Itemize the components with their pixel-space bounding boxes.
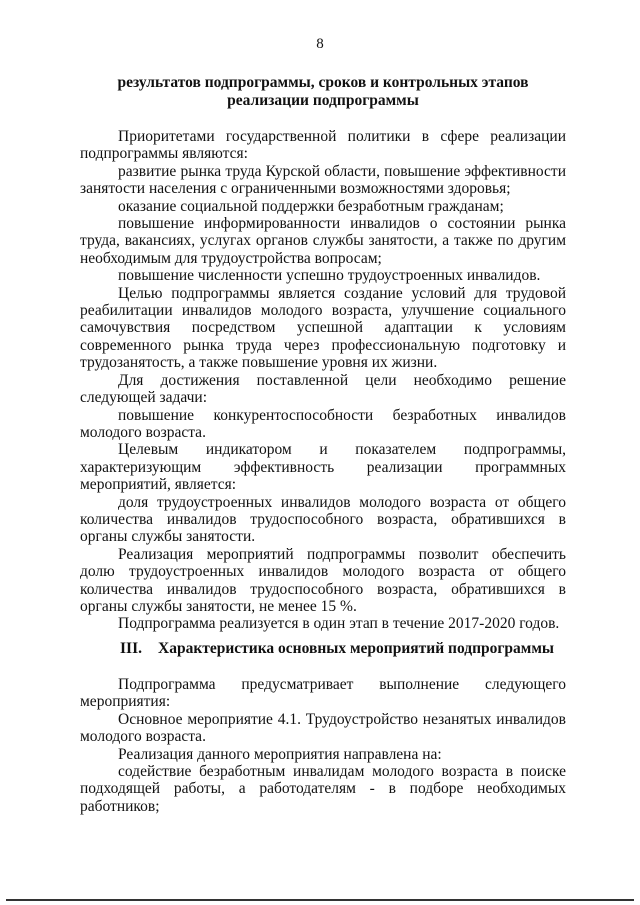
paragraph: повышение конкурентоспособности безработных инвалидов молодого возраста. bbox=[80, 406, 566, 441]
paragraph: повышение информированности инвалидов о состоянии рынка труда, вакансиях, услугах органов службы занятости, а также по другим необходимым для трудоустройства вопросам; bbox=[80, 215, 566, 267]
section-heading bbox=[120, 640, 570, 658]
section-title: Характеристика основных мероприятий подпрограммы bbox=[158, 640, 555, 657]
paragraph: развитие рынка труда Курской области, повышение эффективности занятости населения с ограниченными возможностями здоровья; bbox=[80, 162, 566, 198]
body-text-block-1 bbox=[80, 128, 566, 633]
paragraph: Для достижения поставленной цели необходимо решение следующей задачи: bbox=[80, 371, 566, 407]
page-number: 8 bbox=[316, 36, 324, 52]
paragraph: Подпрограмма предусматривает выполнение следующего мероприятия: bbox=[80, 676, 566, 711]
paragraph: Основное мероприятие 4.1. Трудоустройство незанятых инвалидов молодого возраста. bbox=[80, 710, 566, 746]
paragraph: оказание социальной поддержки безработным гражданам; bbox=[118, 197, 504, 215]
paragraph: Реализация мероприятий подпрограммы позволит обеспечить долю трудоустроенных инвалидов молодого возраста от общего количества инвалидов трудоспособного возраста, обратившихся в органы службы занятости, не менее 15 %. bbox=[80, 545, 566, 615]
paragraph: Реализация данного мероприятия направлена на: bbox=[118, 745, 442, 763]
paragraph: Целевым индикатором и показателем подпрограммы, характеризующим эффективность реализации программных мероприятий, является: bbox=[80, 441, 566, 494]
paragraph: Подпрограмма реализуется в один этап в течение 2017-2020 годов. bbox=[118, 615, 560, 633]
paragraph: содействие безработным инвалидам молодого возраста в поиске подходящей работы, а работодателям - в подборе необходимых работников; bbox=[80, 763, 566, 815]
paragraph: Приоритетами государственной политики в сфере реализации подпрограммы являются: bbox=[80, 128, 566, 163]
paragraph: доля трудоустроенных инвалидов молодого возраста от общего количества инвалидов трудоспособного возраста, обратившихся в органы службы занятости. bbox=[80, 493, 566, 546]
section-number: III. bbox=[120, 640, 142, 657]
paragraph: Целью подпрограммы является создание условий для трудовой реабилитации инвалидов молодого возраста, улучшение социального самочувствия посредством успешной адаптации к условиям современного рынка труда через профессиональную подготовку и трудозанятость, а также повышение уровня их жизни. bbox=[80, 284, 566, 372]
page-bottom-rule bbox=[6, 899, 634, 901]
paragraph: повышение численности успешно трудоустроенных инвалидов. bbox=[118, 267, 541, 285]
section-heading-continued: результатов подпрограммы, сроков и контрольных этапов реализации подпрограммы bbox=[117, 74, 529, 109]
body-text-block-2 bbox=[80, 676, 566, 815]
